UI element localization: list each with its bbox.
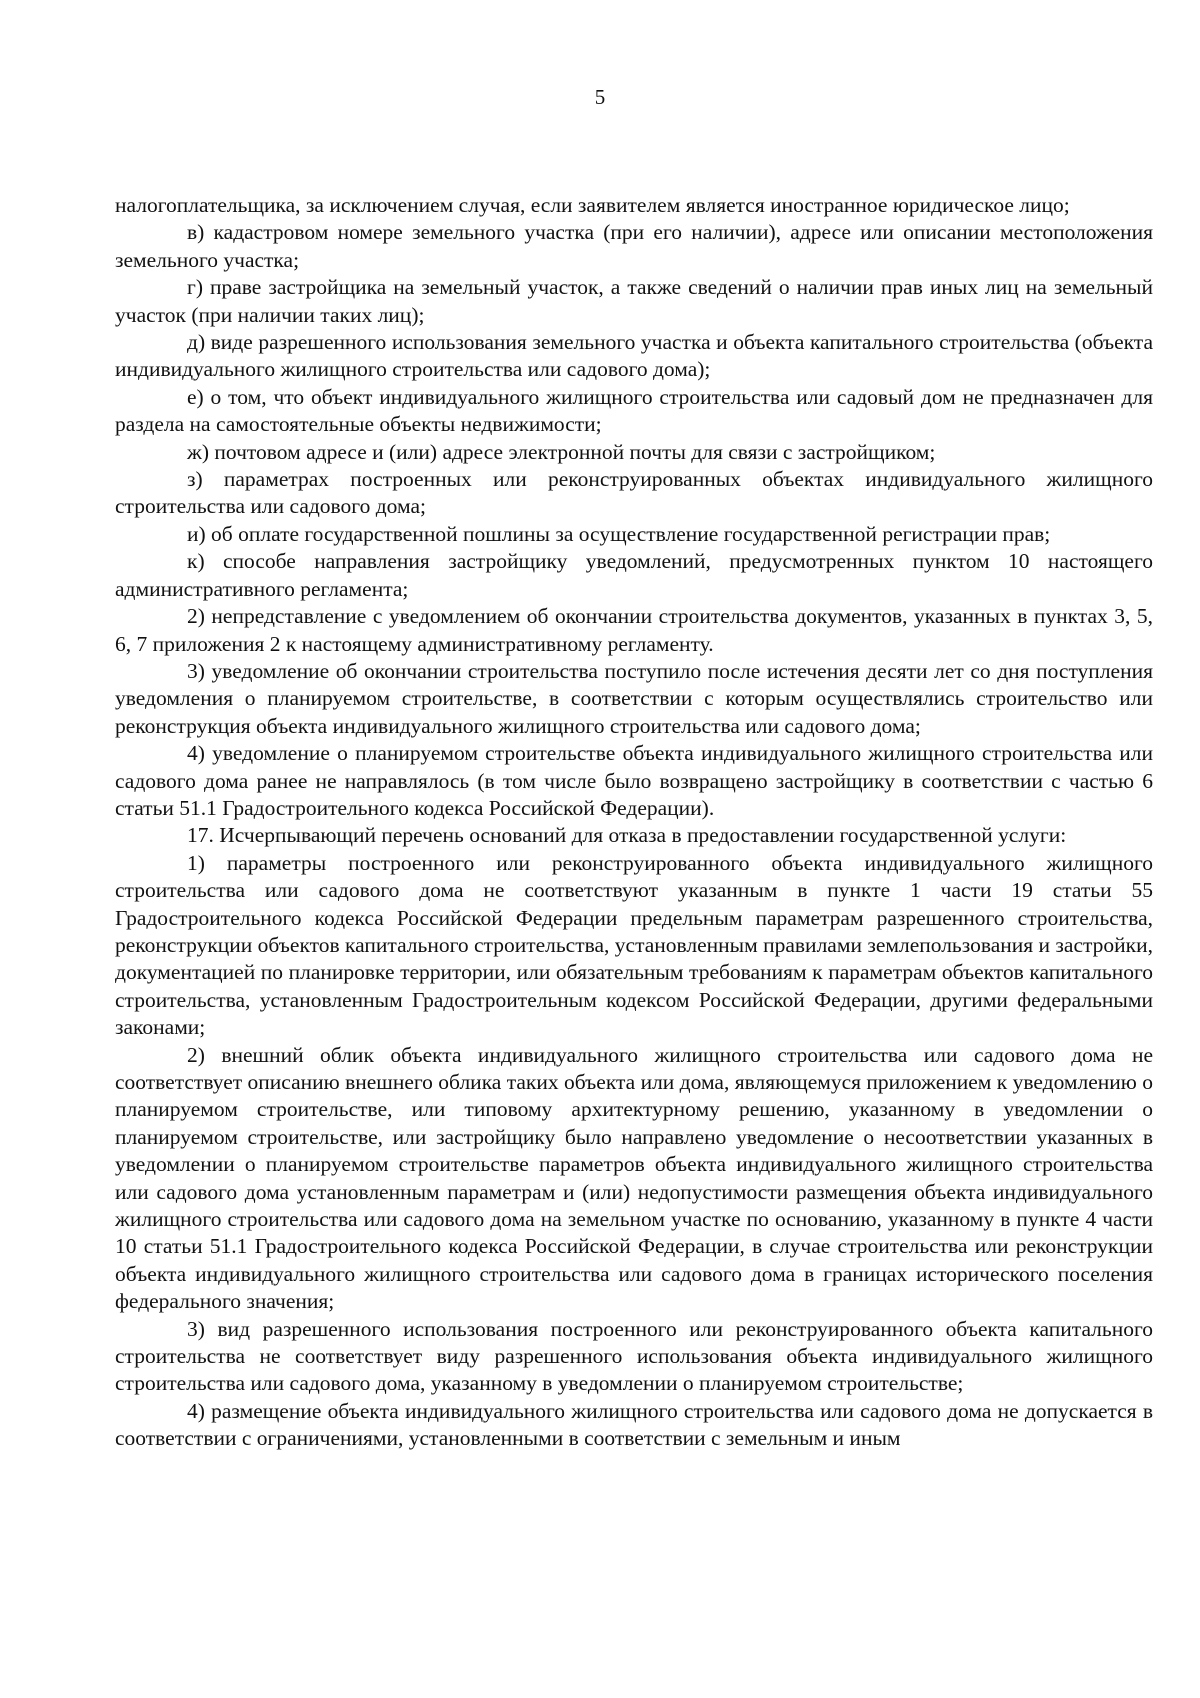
paragraph-point-4-not-sent: 4) уведомление о планируемом строительстве объекта индивидуального жилищного строительства или садового дома ранее не направлялось (в том числе было возвращено застройщику в соответствии с частью 6 статьи 51.1 Градостроительного кодекса Российской Федерации). bbox=[115, 741, 1153, 820]
document-body bbox=[115, 192, 1153, 1453]
paragraph-item-d-permitted-use: д) виде разрешенного использования земельного участка и объекта капитального строительства (объекта индивидуального жилищного строительства или садового дома); bbox=[115, 330, 1153, 382]
paragraph-continuation-taxpayer: налогоплательщика, за исключением случая, если заявителем является иностранное юридическое лицо; bbox=[115, 193, 1070, 217]
paragraph-refusal-4-placement: 4) размещение объекта индивидуального жилищного строительства или садового дома не допускается в соответствии с ограничениями, установленными в соответствии с земельным и иным bbox=[115, 1398, 1153, 1451]
paragraph-item-e-not-for-division: е) о том, что объект индивидуального жилищного строительства или садовый дом не предназначен для раздела на самостоятельные объекты недвижимости; bbox=[115, 384, 1153, 437]
paragraph-refusal-2-appearance: 2) внешний облик объекта индивидуального жилищного строительства или садового дома не соответствует описанию внешнего облика таких объекта или дома, являющемуся приложением к уведомлению о планируемом строительстве, или типовому архитектурному решению, указанному в уведомлении о планируемом строительстве, или застройщику было направлено уведомление о несоответствии указанных в уведомлении о планируемом строительстве параметров объекта индивидуального жилищного строительства или садового дома установленным параметрам и (или) недопустимости размещения объекта индивидуального жилищного строительства или садового дома на земельном участке по основанию, указанному в пункте 4 части 10 статьи 51.1 Градостроительного кодекса Российской Федерации, в случае строительства или реконструкции объекта индивидуального жилищного строительства или садового дома в границах исторического поселения федерального значения; bbox=[115, 1042, 1153, 1314]
paragraph-refusal-3-permitted-use: 3) вид разрешенного использования построенного или реконструированного объекта капитального строительства не соответствует виду разрешенного использования объекта индивидуального жилищного строительства или садового дома, указанному в уведомлении о планируемом строительстве; bbox=[115, 1316, 1153, 1396]
paragraph-item-z-parameters: з) параметрах построенных или реконструированных объектах индивидуального жилищного строительства или садового дома; bbox=[115, 467, 1153, 519]
paragraph-item-g-developer-right: г) праве застройщика на земельный участок, а также сведений о наличии прав иных лиц на земельный участок (при наличии таких лиц); bbox=[115, 275, 1153, 327]
paragraph-point-2-documents-missing: 2) непредставление с уведомлением об окончании строительства документов, указанных в пунктах 3, 5, 6, 7 приложения 2 к настоящему административному регламенту. bbox=[115, 604, 1153, 656]
paragraph-point-3-ten-years: 3) уведомление об окончании строительства поступило после истечения десяти лет со дня поступления уведомления о планируемом строительстве, в соответствии с которым осуществлялись строительство или реконструкция объекта индивидуального жилищного строительства или садового дома; bbox=[115, 658, 1153, 738]
page-number: 5 bbox=[594, 85, 606, 109]
paragraph-section-17-heading: 17. Исчерпывающий перечень оснований для отказа в предоставлении государственной услуги: bbox=[187, 823, 1067, 848]
paragraph-item-zh-postal-address: ж) почтовом адресе и (или) адресе электронной почты для связи с застройщиком; bbox=[187, 439, 936, 464]
paragraph-item-k-notification-method: к) способе направления застройщику уведомлений, предусмотренных пунктом 10 настоящего административного регламента; bbox=[115, 549, 1153, 601]
paragraph-item-i-state-fee: и) об оплате государственной пошлины за осуществление государственной регистрации прав; bbox=[187, 521, 1051, 546]
paragraph-item-v-cadastral-number: в) кадастровом номере земельного участка (при его наличии), адресе или описании местоположения земельного участка; bbox=[115, 220, 1153, 272]
paragraph-refusal-1-parameters: 1) параметры построенного или реконструированного объекта индивидуального жилищного строительства или садового дома не соответствуют указанным в пункте 1 части 19 статьи 55 Градостроительного кодекса Российской Федерации предельным параметрам разрешенного строительства, реконструкции объектов капитального строительства, установленным правилами землепользования и застройки, документацией по планировке территории, или обязательным требованиям к параметрам объектов капитального строительства, установленным Градостроительным кодексом Российской Федерации, другими федеральными законами; bbox=[115, 850, 1153, 1040]
